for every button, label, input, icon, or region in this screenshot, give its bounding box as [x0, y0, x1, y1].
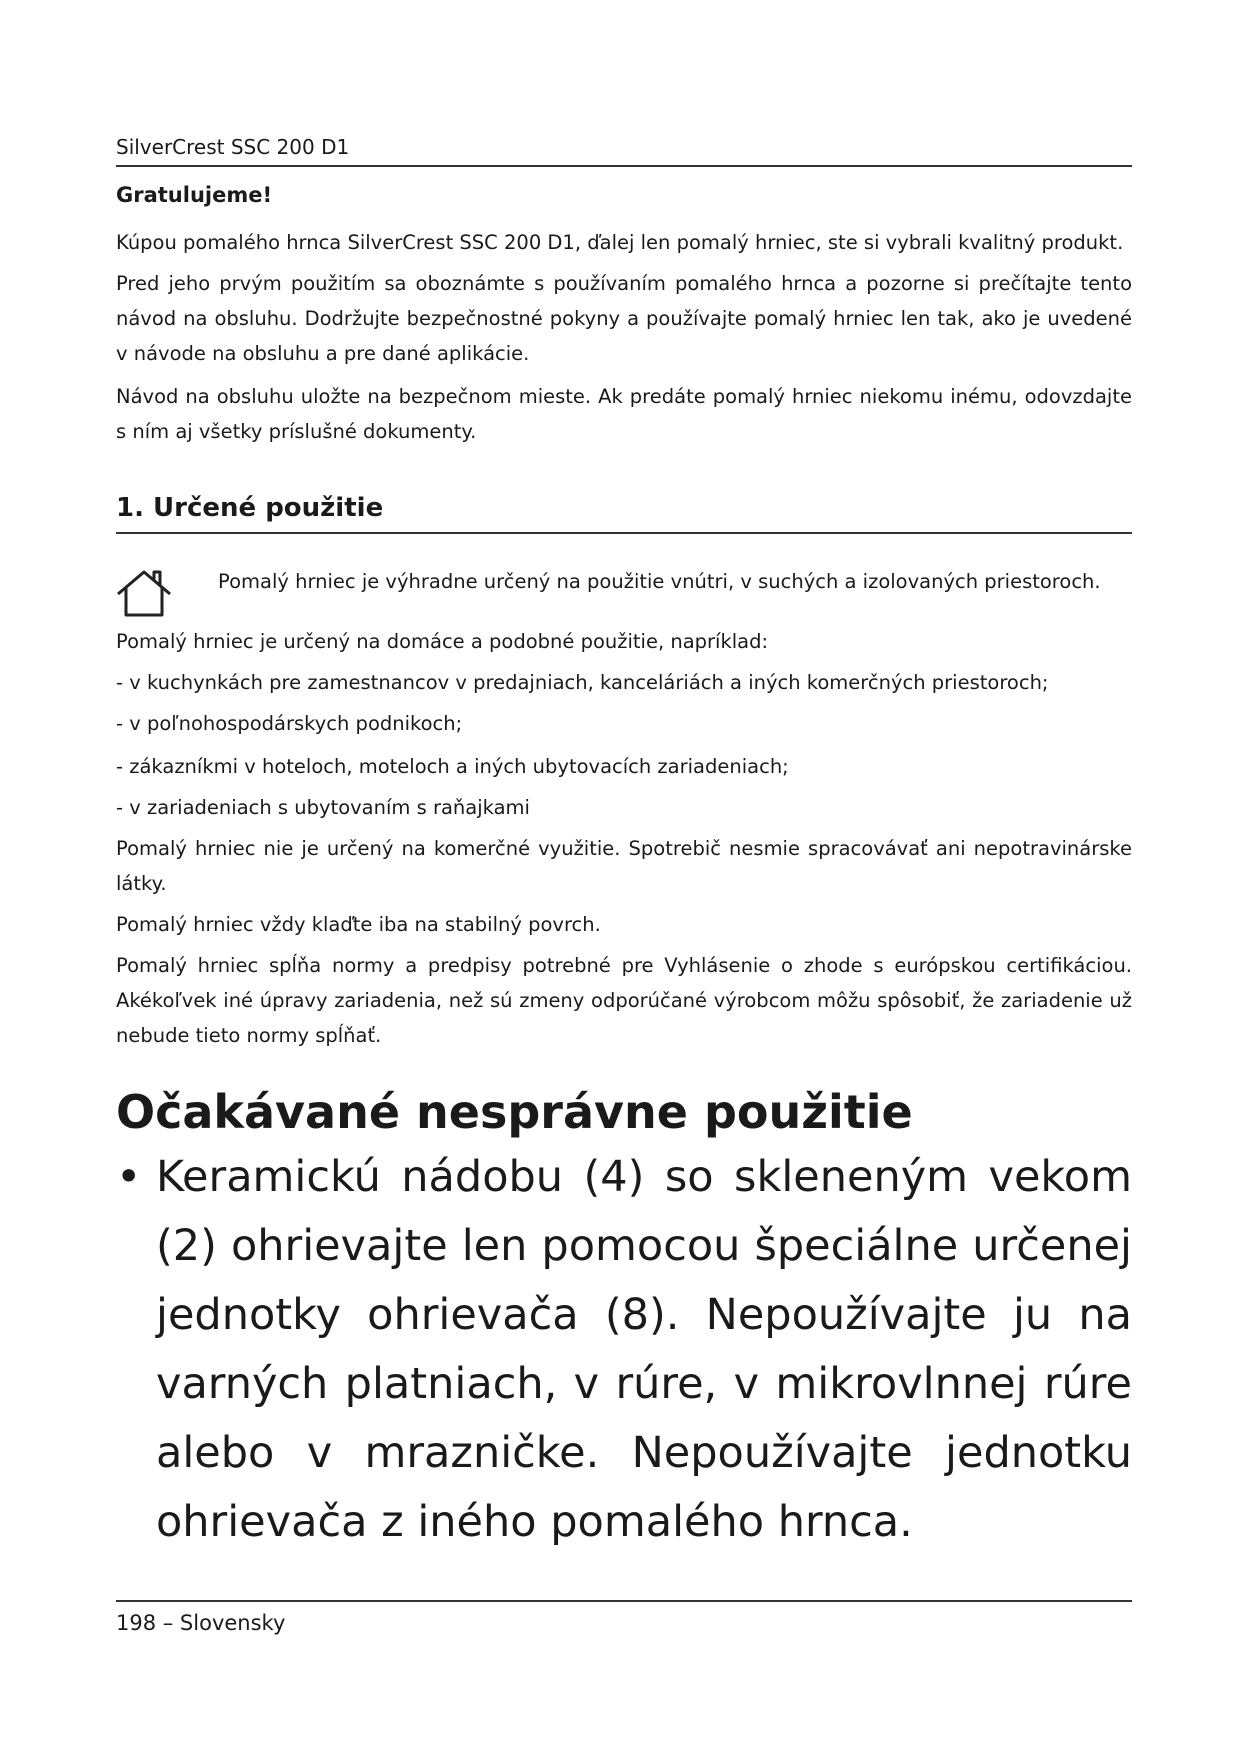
misuse-bullet-text: Keramickú nádobu (4) so skleneným vekom (2) ohrievajte len pomocou špeciálne určenej jednotky ohrievača (8). Nepoužívajte ju na varných platniach, v rúre, v mikrovlnnej rúre alebo v mrazničke. Nepoužívajte jednotku ohrievača z iného pomalého hrnca.: [156, 1152, 1132, 1547]
list-item: - v zariadeniach s ubytovaním s raňajkami: [116, 796, 530, 819]
certification-paragraph: Pomalý hrniec spĺňa normy a predpisy potrebné pre Vyhlásenie o zhode s európskou certifikáciou. Akékoľvek iné úpravy zariadenia, než sú zmeny odporúčané výrobcom môžu spôsobiť, že zariadenie už nebude tieto normy spĺňať.: [116, 954, 1132, 1047]
intro-paragraph-2: Pred jeho prvým použitím sa oboznámte s používaním pomalého hrnca a pozorne si prečítajte tento návod na obsluhu. Dodržujte bezpečnostné pokyny a používajte pomalý hrniec len tak, ako je uvedené v návode na obsluhu a pre dané aplikácie.: [116, 272, 1132, 365]
stable-surface-paragraph: Pomalý hrniec vždy klaďte iba na stabilný povrch.: [116, 913, 601, 936]
page-footer: 198 – Slovensky: [116, 1600, 1132, 1638]
indoor-use-note: Pomalý hrniec je výhradne určený na použitie vnútri, v suchých a izolovaných priestoroch.: [218, 570, 1101, 593]
intro-paragraph-1: Kúpou pomalého hrnca SilverCrest SSC 200 D1, ďalej len pomalý hrniec, ste si vybrali kvalitný produkt.: [116, 231, 1124, 254]
intro-paragraph-3: Návod na obsluhu uložte na bezpečnom mieste. Ak predáte pomalý hrniec niekomu inému, odovzdajte s ním aj všetky príslušné dokumenty.: [116, 385, 1132, 443]
running-header: SilverCrest SSC 200 D1: [116, 133, 1132, 167]
intended-use-paragraph: Pomalý hrniec je určený na domáce a podobné použitie, napríklad:: [116, 630, 769, 653]
misuse-bullet: [116, 1143, 1132, 1557]
list-item: - zákazníkmi v hoteloch, moteloch a iných ubytovacích zariadeniach;: [116, 755, 789, 778]
list-item: - v kuchynkách pre zamestnancov v predajniach, kanceláriách a iných komerčných priestoroch;: [116, 671, 1049, 694]
greeting-heading: Gratulujeme!: [116, 183, 273, 207]
commercial-use-paragraph: Pomalý hrniec nie je určený na komerčné využitie. Spotrebič nesmie spracovávať ani nepotravinárske látky.: [116, 837, 1132, 895]
list-item: - v poľnohospodárskych podnikoch;: [116, 712, 463, 735]
bullet-marker: •: [116, 1152, 142, 1202]
misuse-heading: Očakávané nesprávne použitie: [116, 1085, 913, 1139]
house-icon: [116, 568, 172, 618]
section-title-intended-use: 1. Určené použitie: [116, 490, 1132, 534]
